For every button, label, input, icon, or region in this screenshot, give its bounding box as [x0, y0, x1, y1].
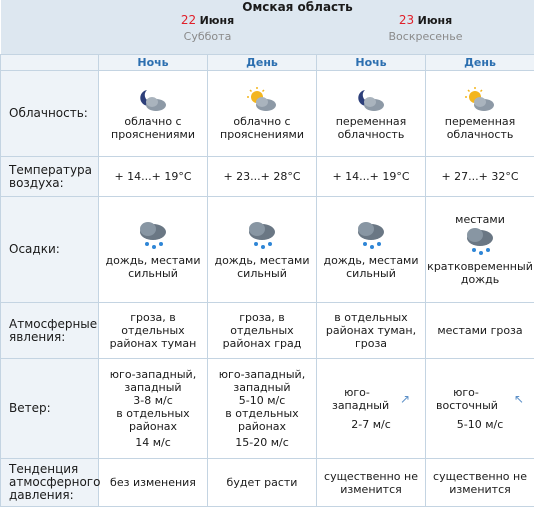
wind-direction: юго-западный, западный	[109, 368, 197, 394]
phenomena-value: гроза, в отдельных районах град	[208, 303, 317, 359]
precip-cell	[208, 197, 317, 303]
wind-extra: в отдельных районах	[225, 407, 299, 433]
wind-cell	[426, 359, 534, 459]
region-title: Омская область	[1, 0, 534, 14]
date-day: 23	[398, 13, 415, 27]
clouds-cell	[208, 71, 317, 157]
wind-cell	[317, 359, 426, 459]
period-night-2: Ночь	[317, 55, 426, 71]
clouds-text: облачно с прояснениями	[111, 114, 195, 141]
clouds-cell	[426, 71, 534, 157]
wind-speed: 3-8 м/с	[133, 394, 173, 407]
date-weekday: Суббота	[183, 30, 232, 43]
temperature-value: + 23...+ 28°C	[208, 157, 317, 197]
corner-cell	[1, 55, 99, 71]
precip-cell	[99, 197, 208, 303]
wind-direction: юго-западный	[331, 386, 390, 412]
date-day: 22	[180, 13, 197, 27]
date-weekday: Воскресенье	[388, 30, 463, 43]
precip-text: кратковременный дождь	[427, 260, 533, 286]
temperature-value: + 27...+ 32°C	[426, 157, 534, 197]
precip-text: дождь, местами сильный	[323, 253, 419, 280]
clouds-text: облачно с прояснениями	[220, 114, 304, 141]
row-label-pressure: Тенденция атмосферного давления:	[1, 459, 99, 507]
row-label-temperature: Температура воздуха:	[1, 157, 99, 197]
sun-cloud-icon	[247, 87, 277, 113]
rain-cloud-icon	[245, 220, 279, 252]
rain-cloud-icon	[354, 220, 388, 252]
row-label-precip: Осадки:	[1, 197, 99, 303]
row-label-wind: Ветер:	[1, 359, 99, 459]
clouds-cell	[317, 71, 426, 157]
phenomena-value: гроза, в отдельных районах туман	[99, 303, 208, 359]
precip-cell	[426, 197, 534, 303]
wind-cell	[99, 359, 208, 459]
wind-cell	[208, 359, 317, 459]
moon-cloud-icon	[356, 87, 386, 113]
wind-direction: юго-восточный	[435, 386, 498, 412]
temperature-value: + 14...+ 19°C	[317, 157, 426, 197]
temperature-value: + 14...+ 19°C	[99, 157, 208, 197]
row-label-clouds: Облачность:	[1, 71, 99, 157]
wind-speed: 5-10 м/с	[456, 418, 504, 431]
rain-cloud-icon	[463, 226, 497, 258]
wind-gust: 15-20 м/с	[235, 436, 289, 449]
precip-note: местами	[455, 213, 505, 226]
row-label-phenomena: Атмосферные явления:	[1, 303, 99, 359]
rain-cloud-icon	[136, 220, 170, 252]
wind-direction: юго-западный, западный	[218, 368, 306, 394]
phenomena-value: в отдельных районах туман, гроза	[317, 303, 426, 359]
clouds-cell	[99, 71, 208, 157]
date-month: Июня	[417, 14, 453, 27]
period-night-1: Ночь	[99, 55, 208, 71]
wind-arrow-icon: ↗	[399, 391, 411, 406]
wind-gust: 14 м/с	[135, 436, 171, 449]
date-month: Июня	[199, 14, 235, 27]
precip-cell	[317, 197, 426, 303]
wind-speed: 2-7 м/с	[351, 418, 391, 431]
moon-cloud-icon	[138, 87, 168, 113]
sun-cloud-icon	[465, 87, 495, 113]
date-header-2	[317, 14, 534, 55]
wind-arrow-icon: ↖	[513, 391, 525, 406]
pressure-value: существенно не изменится	[317, 459, 426, 507]
pressure-value: будет расти	[208, 459, 317, 507]
period-day-1: День	[208, 55, 317, 71]
precip-text: дождь, местами сильный	[214, 253, 310, 280]
wind-extra: в отдельных районах	[116, 407, 190, 433]
clouds-text: переменная облачность	[444, 114, 516, 141]
wind-speed: 5-10 м/с	[238, 394, 286, 407]
phenomena-value: местами гроза	[426, 303, 534, 359]
pressure-value: без изменения	[99, 459, 208, 507]
date-header-1	[99, 14, 317, 55]
pressure-value: существенно не изменится	[426, 459, 534, 507]
precip-text: дождь, местами сильный	[105, 253, 201, 280]
clouds-text: переменная облачность	[335, 114, 407, 141]
period-day-2: День	[426, 55, 534, 71]
